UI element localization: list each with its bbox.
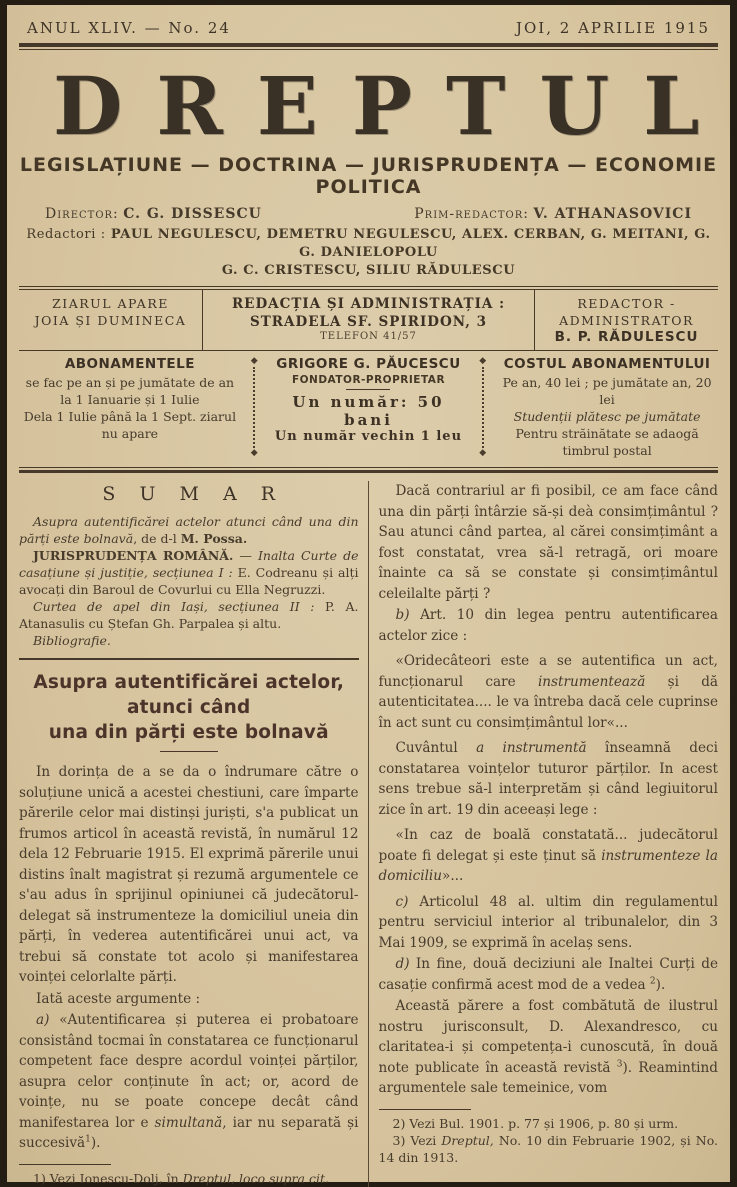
editor-name: B. P. RĂDULESCU: [554, 329, 699, 345]
founder-role: FONDATOR-PROPRIETAR: [291, 374, 446, 386]
subscriptions-title: ABONAMENTELE: [64, 356, 195, 372]
founder-name: GRIGORE G. PĂUCESCU: [276, 356, 461, 372]
subscription-bar: [19, 351, 718, 465]
subscriptions-line1: se fac pe an și pe jumătate de an: [25, 375, 235, 390]
cost-title: COSTUL ABONAMENTULUI: [503, 356, 711, 372]
cost-line3: Pentru străinătate se adaogă timbrul postal: [515, 426, 699, 458]
article-paragraph: Iată aceste argumente :: [36, 990, 201, 1007]
appearance-line1: ZIARUL APARE: [52, 296, 169, 311]
issue-row: [19, 15, 718, 43]
telephone-line: TELEFON 41/57: [320, 331, 417, 342]
issue-date: JOI, 2 APRILIE 1915: [515, 19, 710, 37]
footnote: 3) Vezi Dreptul, No. 10 din Februarie 1902, și No. 14 din 1913.: [378, 1132, 718, 1165]
article-paragraph: Această părere a fost combătută de ilustrul nostru jurisconsult, D. Alexandresco, cu claritatea-i și competența-i cunoscută, în două note publicate în această revistă $^3$). Reamintind argumentele sale temeinice, vom: [378, 998, 718, 1096]
cost-line1: Pe an, 40 lei ; pe jumătate an, 20 lei: [502, 375, 712, 407]
ornament-divider-icon: ◆ ◆: [250, 356, 258, 458]
article-heading-rule: [160, 751, 218, 752]
subscriptions-line2: la 1 Ianuarie și 1 Iulie: [60, 392, 200, 407]
journal-subtitle: LEGISLAȚIUNE — DOCTRINA — JURISPRUDENȚA — ECONOMIE POLITICA: [19, 154, 718, 198]
subscriptions-info: [19, 356, 241, 459]
redactori-line1: Redactori : PAUL NEGULESCU, DEMETRU NEGULESCU, ALEX. CERBAN, G. MEITANI, G. G. DANIELOPOLU: [26, 227, 711, 260]
founder-rule: [346, 389, 390, 390]
article-paragraph: d) In fine, două deciziuni ale Inaltei Curți de casație confirmă acest mod de a vedea $^2$).: [378, 956, 718, 993]
director-name: C. G. DISSESCU: [123, 206, 262, 222]
editor-title: REDACTOR - ADMINISTRATOR: [559, 296, 694, 328]
info-editor: [535, 290, 718, 350]
ornament-divider-icon: ◆ ◆: [479, 356, 487, 458]
journal-title: DREPTUL: [53, 59, 734, 153]
sumar-item: Asupra autentificărei actelor atunci când una din părți este bolnavă, de d-l M. Possa.: [19, 514, 359, 546]
info-bar: [19, 290, 718, 351]
redactori-row: [19, 226, 718, 280]
directors-row: [19, 206, 718, 222]
prim-redactor: [414, 206, 692, 222]
cost-info: [496, 356, 718, 459]
article-heading: [19, 670, 359, 745]
masthead-rule: [19, 43, 718, 50]
sumar-item: JURISPRUDENȚA ROMÂNĂ. — Inalta Curte de casațiune și justiție, secțiunea I : E. Codreanu și alți avocați din Baroul de Covurlui cu Ella Negruzzi.: [19, 548, 359, 597]
price-current: Un număr: 50 bani: [292, 393, 445, 429]
prim-redactor-name: V. ATHANASOVICI: [533, 206, 692, 222]
redactori-label: Redactori :: [26, 227, 106, 242]
price-old: Un număr vechin 1 leu: [274, 429, 463, 444]
info-address: [203, 290, 535, 350]
sumar-rule: [19, 658, 359, 660]
info-appearance: [19, 290, 203, 350]
address-line: REDACȚIA ȘI ADMINISTRAȚIA : STRADELA SF. SPIRIDON, 3: [231, 296, 506, 330]
director-label: Director:: [45, 206, 119, 222]
article-heading-line1: Asupra autentificărei actelor, atunci când: [33, 672, 345, 718]
subscriptions-line3: Dela 1 Iulie până la 1 Sept. ziarul nu apare: [23, 409, 237, 441]
left-column: [19, 481, 368, 1187]
newspaper-page: [7, 5, 734, 1186]
article-paragraph: c) Articolul 48 al. ultim din regulamentul pentru serviciul interior al tribunalelor, din 3 Mai 1909, se exprimă în acelaș sens.: [378, 893, 718, 951]
cost-line2: Studenții plătesc pe jumătate: [513, 409, 701, 424]
issue-number: ANUL XLIV. — No. 24: [27, 19, 231, 37]
article-quote: «Oridecâteori este a se autentifica un act, funcționarul care instrumentează și dă autenticitatea.... le va întreba dacă cele cuprinse în act sunt cu consimțimântul lor«...: [378, 653, 718, 731]
article-paragraph: Cuvântul a instrumentă înseamnă deci constatarea voințelor tuturor părților. In acest sens trebue să-l interpretăm și când legiuitorul zice în art. 19 din aceeași lege :: [378, 740, 718, 818]
heavy-rule: [19, 467, 718, 473]
redactori-line2: G. C. CRISTESCU, SILIU RĂDULESCU: [221, 263, 516, 278]
appearance-line2: JOIA ȘI DUMINECA: [34, 313, 187, 328]
prim-redactor-label: Prim-redactor:: [414, 206, 529, 222]
sumar-item: Curtea de apel din Iași, secțiunea II : P. A. Atanasulis cu Ștefan Gh. Parpalea și altu.: [19, 599, 359, 631]
article-heading-line2: una din părți este bolnavă: [48, 722, 329, 743]
article-paragraph: In dorința de a se da o îndrumare către o soluțiune unică a acestei chestiuni, care împarte părerile celor mai distinși juriști, s'a publicat un frumos articol în această revistă, în numărul 12 dela 12 Februarie 1915. El exprimă părerile unui distins înalt magistrat și rezumă argumentele ce s'au adus în sprijinul opiniunei că judecătorul-delegat să instrumenteze la domiciliul uneia din părți, în vederea autentificărei unui act, va trebui să constate tot acolo și manifestarea voinței celorlalte părți.: [19, 764, 359, 985]
founder-info: [268, 356, 470, 459]
sumar-title: S U M A R: [102, 483, 285, 505]
footnote: 2) Vezi Bul. 1901. p. 77 și 1906, p. 80 și urm.: [392, 1115, 679, 1131]
article-quote: «In caz de boală constatată... judecătorul poate fi delegat și este ținut să instrumenteze la domiciliu»...: [378, 827, 718, 884]
article-paragraph: Dacă contrariul ar fi posibil, ce am face când una din părți întârzie să-și deà consimțimântul ? Sau atunci când partea, al cărei consimțimânt a fost constatat, vrea să-l retragă, ori moare înainte ca să se constate și consimțimântul celeilalte părți ?: [378, 483, 718, 602]
footnote-rule: [379, 1109, 471, 1110]
footnote: 1) Vezi Ionescu-Dolj, în Dreptul, loco supra cit.: [33, 1170, 329, 1186]
body-columns: [19, 481, 718, 1187]
director: [45, 206, 262, 222]
article-paragraph: a) «Autentificarea și puterea ei probatoare consistând tocmai în constatarea ce funcționarul competent face despre acordul voinței părților, asupra celor conținute în act; or, acord de voințe, nu se poate concepe decât când manifestarea lor e simultană, iar nu separată și succesivă$^1$).: [19, 1012, 359, 1151]
footnote-rule: [19, 1164, 111, 1165]
right-column: [369, 481, 719, 1187]
sumar-item: Bibliografie.: [33, 633, 111, 648]
article-paragraph: b) Art. 10 din legea pentru autentificarea actelor zice :: [378, 607, 718, 644]
masthead: [19, 15, 734, 290]
